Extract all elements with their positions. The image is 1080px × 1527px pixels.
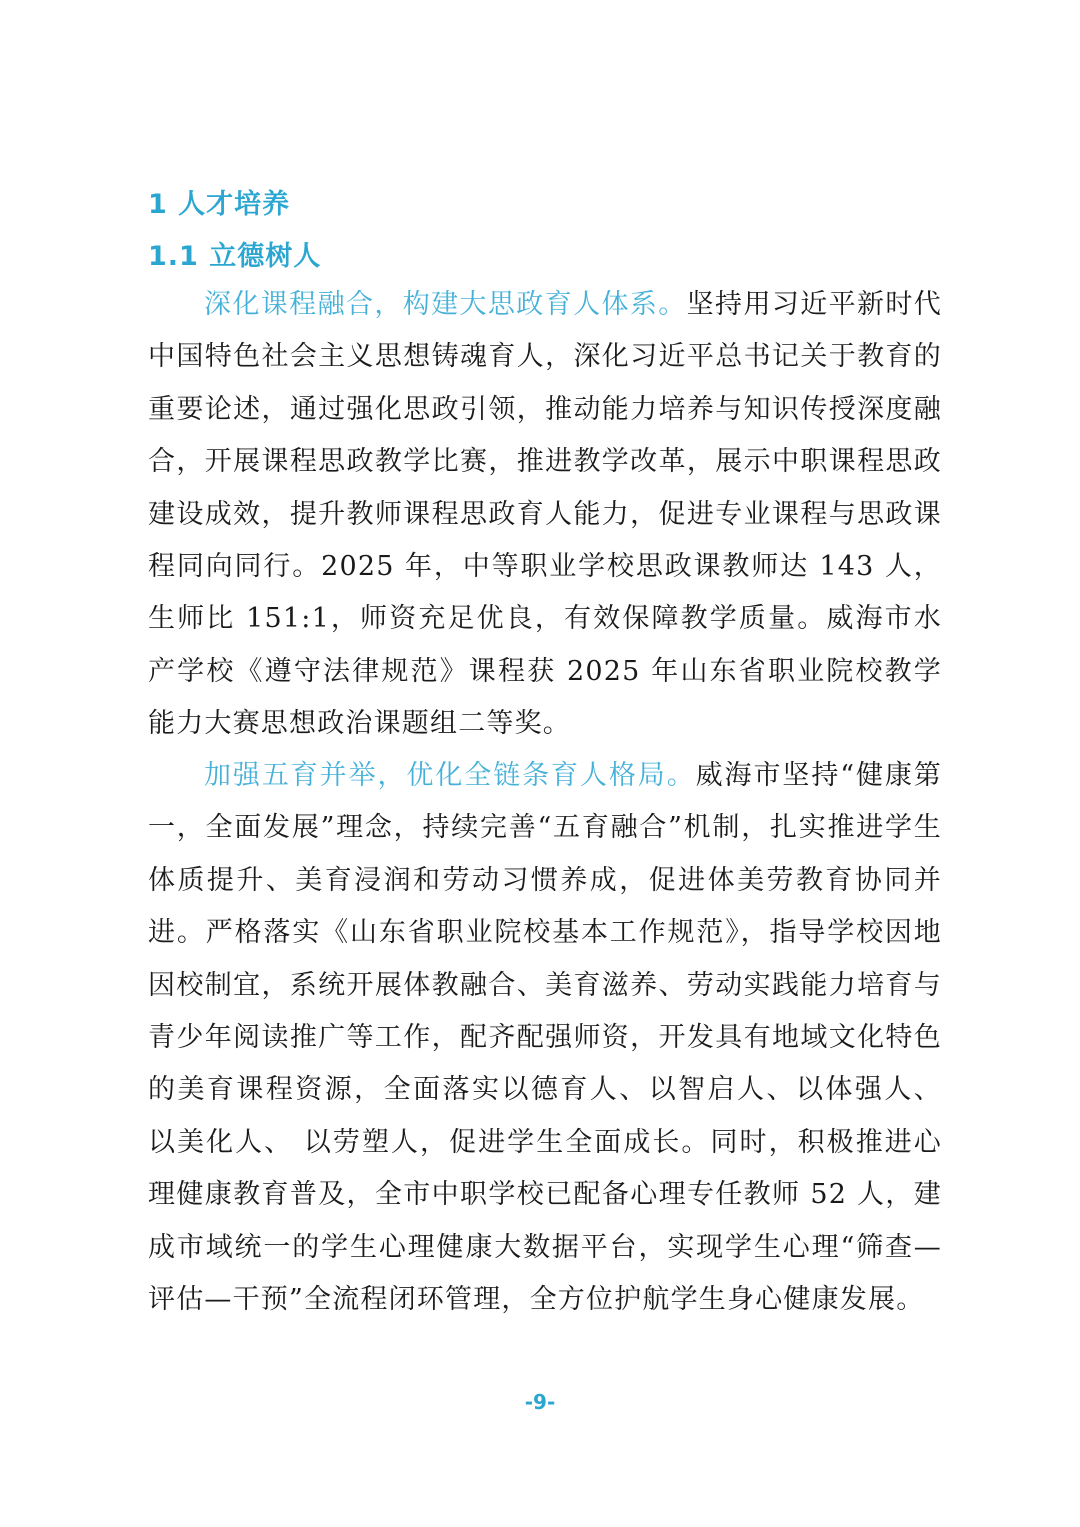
paragraph-five-education [148, 750, 942, 1326]
section-heading: 1 人才培养 [148, 189, 291, 220]
paragraph-course-integration [148, 279, 942, 751]
subsection-heading: 1.1 立德树人 [148, 241, 322, 272]
paragraph-lead: 深化课程融合，构建大思政育人体系。 [204, 289, 687, 320]
paragraph-text: 威海市坚持“健康第一，全面发展”理念，持续完善“五育融合”机制，扎实推进学生体质提升、美育浸润和劳动习惯养成，促进体美劳教育协同并进。严格落实《山东省职业院校基本工作规范》，指导学校因地因校制宜，系统开展体教融合、美育滋养、劳动实践能力培育与青少年阅读推广等工作，配齐配强师资，开发具有地域文化特色的美育课程资源，全面落实以德育人、以智启人、以体强人、 以美化人、 以劳塑人，促进学生全面成长。同时，积极推进心理健康教育普及，全市中职学校已配备心理专任教师 52 人，建成市域统一的学生心理健康大数据平台，实现学生心理“筛查—评估—干预”全流程闭环管理，全方位护航学生身心健康发展。 [148, 760, 942, 1316]
paragraph-lead: 加强五育并举，优化全链条育人格局。 [204, 760, 696, 791]
page-number: -9- [524, 1390, 556, 1414]
paragraph-text: 坚持用习近平新时代中国特色社会主义思想铸魂育人，深化习近平总书记关于教育的重要论述，通过强化思政引领，推动能力培养与知识传授深度融合，开展课程思政教学比赛，推进教学改革，展示中职课程思政建设成效，提升教师课程思政育人能力，促进专业课程与思政课程同向同行。2025 年，中等职业学校思政课教师达 143 人，生师比 151:1，师资充足优良，有效保障教学质量。威海市水产学校《遵守法律规范》课程获 2025 年山东省职业院校教学能力大赛思想政治课题组二等奖。 [148, 289, 942, 740]
